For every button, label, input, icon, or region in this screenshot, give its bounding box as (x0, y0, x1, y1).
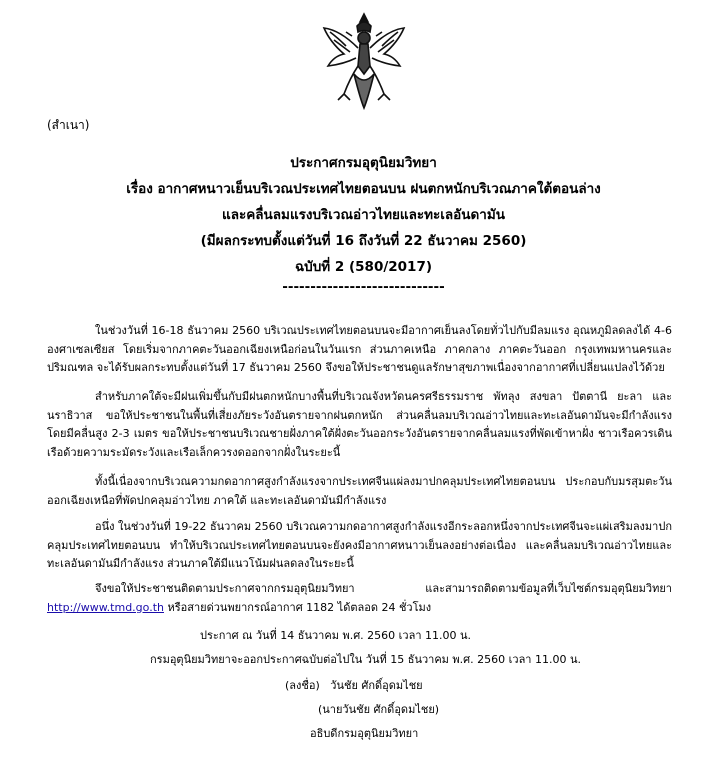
website-link[interactable]: http://www.tmd.go.th (47, 600, 164, 614)
issued-date: ประกาศ ณ วันที่ 14 ธันวาคม พ.ศ. 2560 เวลา 11.00 น. (200, 629, 472, 642)
signed-label: (ลงชื่อ) (285, 679, 320, 692)
subject-line: เรื่อง อากาศหนาวเย็นบริเวณประเทศไทยตอนบน ฝนตกหนักบริเวณภาคใต้ตอนล่าง (126, 181, 601, 197)
paragraph-contact (47, 580, 672, 617)
page-title: ประกาศกรมอุตุนิยมวิทยา (290, 155, 437, 171)
signature-line (285, 676, 423, 696)
paragraph-cause: ทั้งนี้เนื่องจากบริเวณความกดอากาศสูงกำลังแรงจากประเทศจีนแผ่ลงมาปกคลุมประเทศไทยตอนบน ประกอบกับมรสุมตะวันออกเฉียงเหนือที่พัดปกคลุมอ่าวไทย ภาคใต้ และทะเลอันดามันมีกำลังแรง (47, 475, 672, 507)
contact-hotline-text: หรือสายด่วนพยากรณ์อากาศ 1182 ได้ตลอด 24 ชั่วโมง (163, 600, 432, 614)
copy-label: (สำเนา) (47, 118, 90, 132)
next-issue-notice: กรมอุตุนิยมวิทยาจะออกประกาศฉบับต่อไปใน วันที่ 15 ธันวาคม พ.ศ. 2560 เวลา 11.00 น. (150, 653, 581, 666)
signed-name: วันชัย ศักดิ์อุดมไชย (330, 679, 423, 692)
effective-dates: (มีผลกระทบตั้งแต่วันที่ 16 ถึงวันที่ 22 ธันวาคม 2560) (200, 233, 527, 249)
signer-position: อธิบดีกรมอุตุนิยมวิทยา (310, 727, 419, 740)
separator: ----------------------------- (282, 279, 445, 295)
garuda-emblem-icon (310, 8, 418, 116)
subject-line-2: และคลื่นลมแรงบริเวณอ่าวไทยและทะเลอันดามัน (222, 207, 505, 223)
paragraph-cold-weather: ในช่วงวันที่ 16-18 ธันวาคม 2560 บริเวณประเทศไทยตอนบนจะมีอากาศเย็นลงโดยทั่วไปกับมีลมแรง อุณหภูมิลดลงได้ 4-6 องศาเซลเซียส โดยเริ่มจากภาคตะวันออกเฉียงเหนือก่อนในวันแรก ส่วนภาคเหนือ ภาคกลาง ภาคตะวันออก กรุงเทพมหานครและปริมณฑล จะได้รับผลกระทบตั้งแต่วันที่ 17 ธันวาคม 2560 จึงขอให้ประชาชนดูแลรักษาสุขภาพเนื่องจากอากาศที่เปลี่ยนแปลงไว้ด้วย (47, 324, 672, 374)
issue-number: ฉบับที่ 2 (580/2017) (294, 259, 433, 275)
paragraph-outlook: อนึ่ง ในช่วงวันที่ 19-22 ธันวาคม 2560 บริเวณความกดอากาศสูงกำลังแรงอีกระลอกหนึ่งจากประเทศจีนจะแผ่เสริมลงมาปกคลุมประเทศไทยตอนบน ทำให้บริเวณประเทศไทยตอนบนจะยังคงมีอากาศหนาวเย็นลงอย่างต่อเนื่อง และคลื่นลมบริเวณอ่าวไทยและทะเลอันดามันมีกำลังแรง ส่วนภาคใต้มีแนวโน้มฝนลดลงในระยะนี้ (47, 520, 672, 570)
paragraph-south-rain: สำหรับภาคใต้จะมีฝนเพิ่มขึ้นกับมีฝนตกหนักบางพื้นที่บริเวณจังหวัดนครศรีธรรมราช พัทลุง สงขลา ปัตตานี ยะลา และนราธิวาส ขอให้ประชาชนในพื้นที่เสี่ยงภัยระวังอันตรายจากฝนตกหนัก ส่วนคลื่นลมบริเวณอ่าวไทยและทะเลอันดามันจะมีกำลังแรง โดยมีคลื่นสูง 2-3 เมตร ขอให้ประชาชนบริเวณชายฝั่งภาคใต้ฝั่งตะวันออกระวังอันตรายจากคลื่นลมแรงที่พัดเข้าหาฝั่ง ชาวเรือควรเดินเรือด้วยความระมัดระวังและเรือเล็กควรงดออกจากฝั่งในระยะนี้ (47, 390, 672, 459)
printed-name: (นายวันชัย ศักดิ์อุดมไชย) (318, 703, 440, 716)
contact-text: จึงขอให้ประชาชนติดตามประกาศจากกรมอุตุนิยมวิทยา และสามารถติดตามข้อมูลที่เว็บไซต์กรมอุตุนิยมวิทยา (95, 582, 672, 595)
title-block (0, 150, 727, 294)
